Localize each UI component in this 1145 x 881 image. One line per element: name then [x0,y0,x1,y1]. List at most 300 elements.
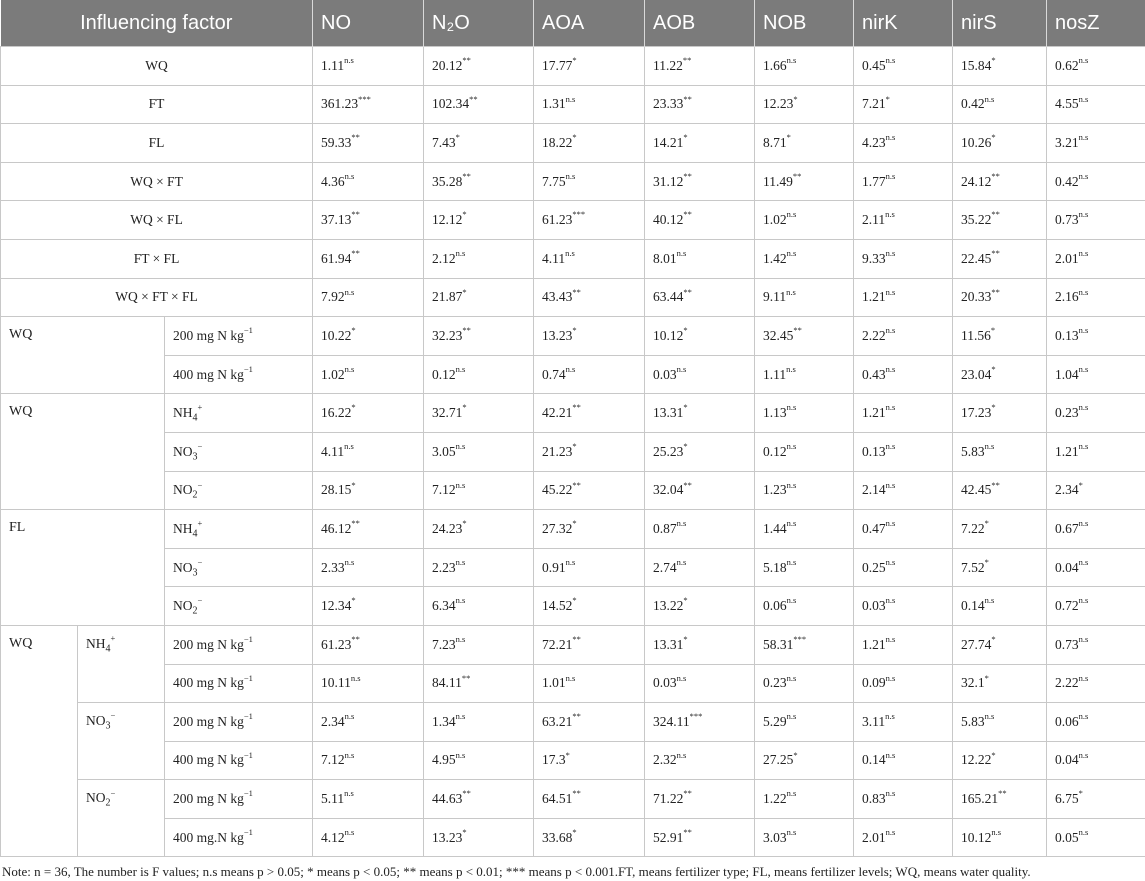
ion-subscript: 3 [192,451,198,463]
significance-mark: * [984,556,989,567]
significance-mark: * [351,402,356,413]
significance-mark: n.s [1078,132,1089,143]
table-row [1,471,1145,510]
value-cell: $0.45^{n.s}$ [854,47,953,86]
value-cell: $1.02^{n.s}$ [755,201,854,240]
value-cell: 31.12** [645,162,755,201]
value-cell: 23.33** [645,85,755,124]
significance-mark: * [991,749,996,760]
significance-mark: n.s [676,556,687,567]
significance-mark: n.s [1078,209,1089,220]
significance-mark: ** [683,788,692,799]
significance-mark: * [572,325,577,336]
significance-mark: ** [683,286,692,297]
significance-mark: n.s [455,248,466,258]
value-cell: 102.34** [424,85,534,124]
ion-subscript: 2 [105,797,111,809]
value-cell: $2.34^{n.s}$ [313,703,424,742]
value-cell: 13.31* [645,625,755,664]
value-cell: $2.23^{n.s}$ [424,548,534,587]
significance-mark: ** [351,633,360,644]
value-cell: $0.12^{n.s}$ [755,432,854,471]
significance-mark: ** [683,93,692,104]
significance-mark: n.s [786,826,797,837]
value-cell: 13.23* [424,818,534,857]
value-cell: $8.01^{n.s}$ [645,239,755,278]
ion-charge: − [197,479,203,490]
table-row [1,317,1145,356]
value-cell: 32.71* [424,394,534,433]
significance-mark: n.s [1078,440,1089,451]
value-cell: $0.04^{n.s}$ [1047,548,1145,587]
value-cell: $9.11^{n.s}$ [755,278,854,317]
value-cell: 27.74* [953,625,1047,664]
significance-mark: ** [351,518,360,529]
significance-mark: n.s [565,363,576,374]
value-cell: $1.22^{n.s}$ [755,780,854,819]
significance-mark: * [455,132,460,143]
significance-mark: * [462,209,467,220]
value-cell: 37.13** [313,201,424,240]
significance-mark: n.s [1078,93,1089,104]
significance-mark: ** [572,711,581,722]
value-cell: $0.43^{n.s}$ [854,355,953,394]
value-cell: $0.67^{n.s}$ [1047,510,1145,549]
value-cell: $0.91^{n.s}$ [534,548,645,587]
significance-mark: n.s [885,556,896,567]
significance-mark: * [683,633,688,644]
value-cell: 32.04** [645,471,755,510]
significance-mark: * [572,518,577,529]
significance-mark: n.s [786,286,796,297]
value-cell: $1.13^{n.s}$ [755,394,854,433]
value-cell: 44.63** [424,780,534,819]
significance-mark: n.s [565,170,576,181]
significance-mark: n.s [885,209,895,220]
significance-mark: n.s [885,518,896,529]
table-row [1,394,1145,433]
value-cell: $4.12^{n.s}$ [313,818,424,857]
significance-mark: n.s [786,479,797,490]
value-cell: $0.09^{n.s}$ [854,664,953,703]
significance-mark: ** [462,325,471,336]
significance-mark: * [572,595,577,606]
significance-mark: * [351,595,356,606]
value-cell: 63.21** [534,703,645,742]
significance-mark: n.s [885,248,896,258]
header-influencing-factor: Influencing factor [1,0,313,47]
ion-charge: − [197,556,203,567]
value-cell: $5.18^{n.s}$ [755,548,854,587]
value-cell: 12.22* [953,741,1047,780]
significance-mark: * [572,55,577,66]
value-cell: $0.83^{n.s}$ [854,780,953,819]
significance-mark: ** [572,633,581,644]
significance-mark: n.s [1078,633,1089,644]
significance-mark: ** [991,286,1000,297]
value-cell: $0.87^{n.s}$ [645,510,755,549]
value-cell: $1.66^{n.s}$ [755,47,854,86]
significance-mark: ** [998,788,1007,799]
value-cell: 17.77* [534,47,645,86]
significance-mark: n.s [885,788,896,799]
ion-subscript: 3 [192,567,198,579]
significance-mark: *** [572,209,586,220]
significance-mark: n.s [885,749,896,760]
ion-subscript: 4 [105,643,111,655]
unit-exponent: −1 [243,788,253,799]
significance-mark: n.s [786,209,797,220]
significance-mark: n.s [885,440,896,451]
significance-mark: *** [793,633,807,644]
significance-mark: n.s [991,826,1002,837]
header-nirk: nirK [854,0,953,47]
unit-exponent: −1 [243,672,253,683]
value-cell: $1.01^{n.s}$ [534,664,645,703]
value-cell: $1.21^{n.s}$ [854,278,953,317]
value-cell: 72.21** [534,625,645,664]
level-label: 400 mg.N $kg^{-1}$ [165,818,313,857]
group-label: WQ [1,394,165,510]
significance-mark: n.s [885,170,896,181]
value-cell: $5.11^{n.s}$ [313,780,424,819]
significance-mark: * [462,286,467,297]
ion-label: $NO_3^-$ [165,548,313,587]
value-cell: 42.45** [953,471,1047,510]
value-cell: $1.34^{n.s}$ [424,703,534,742]
value-cell: 61.94** [313,239,424,278]
value-cell: 20.33** [953,278,1047,317]
value-cell: $2.01^{n.s}$ [854,818,953,857]
value-cell: 59.33** [313,124,424,163]
significance-mark: *** [358,93,371,104]
significance-mark: ** [793,325,802,336]
significance-mark: * [683,402,688,413]
significance-mark: n.s [786,440,797,451]
value-cell: $7.75^{n.s}$ [534,162,645,201]
value-cell: $0.06^{n.s}$ [1047,703,1145,742]
value-cell: $2.74^{n.s}$ [645,548,755,587]
significance-mark: ** [572,479,581,490]
value-cell: 64.51** [534,780,645,819]
header-row [1,0,1145,47]
ion-label: $NO_2^-$ [78,780,165,857]
ion-label: $NO_3^-$ [78,703,165,780]
value-cell: 32.1* [953,664,1047,703]
table-row [1,47,1145,86]
significance-mark: * [991,55,996,66]
value-cell: 12.12* [424,201,534,240]
significance-mark: * [991,363,996,374]
significance-mark: n.s [344,556,355,567]
value-cell: 15.84* [953,47,1047,86]
factor-label: WQ × FT [1,162,313,201]
value-cell: 84.11** [424,664,534,703]
ion-label: $NO_2^-$ [165,587,313,626]
value-cell: $9.33^{n.s}$ [854,239,953,278]
value-cell: $0.23^{n.s}$ [1047,394,1145,433]
value-cell: $10.11^{n.s}$ [313,664,424,703]
value-cell: $7.12^{n.s}$ [424,471,534,510]
factor-label: FT [1,85,313,124]
value-cell: $0.42^{n.s}$ [1047,162,1145,201]
significance-mark: ** [351,209,360,220]
significance-mark: n.s [1078,518,1089,529]
significance-mark: n.s [676,363,687,374]
header-nirs: nirS [953,0,1047,47]
significance-mark: * [793,749,798,760]
value-cell: $0.06^{n.s}$ [755,587,854,626]
value-cell: 24.12** [953,162,1047,201]
significance-mark: n.s [786,518,797,529]
significance-mark: n.s [344,440,354,451]
value-cell: 6.75* [1047,780,1145,819]
value-cell: 21.87* [424,278,534,317]
ion-charge: + [197,518,203,529]
significance-mark: n.s [786,55,797,66]
value-cell: $1.11^{n.s}$ [313,47,424,86]
significance-mark: n.s [344,749,355,760]
significance-mark: * [683,440,688,451]
significance-mark: n.s [455,633,466,644]
significance-mark: ** [991,479,1000,490]
significance-mark: ** [682,55,692,66]
value-cell: $1.21^{n.s}$ [1047,432,1145,471]
value-cell: 25.23* [645,432,755,471]
value-cell: $0.04^{n.s}$ [1047,741,1145,780]
significance-mark: n.s [565,672,576,683]
significance-mark: n.s [885,633,896,644]
value-cell: $0.62^{n.s}$ [1047,47,1145,86]
significance-mark: * [462,402,467,413]
significance-mark: n.s [885,363,896,374]
ion-subscript: 4 [192,528,198,540]
significance-mark: n.s [885,711,895,722]
significance-mark: n.s [344,711,355,722]
significance-mark: ** [991,248,1000,258]
value-cell: $1.42^{n.s}$ [755,239,854,278]
value-cell: $0.03^{n.s}$ [854,587,953,626]
group-label: FL [1,510,165,626]
significance-mark: ** [683,479,692,490]
significance-mark: n.s [676,518,687,529]
value-cell: 58.31*** [755,625,854,664]
value-cell: $3.11^{n.s}$ [854,703,953,742]
value-cell: $2.14^{n.s}$ [854,471,953,510]
significance-mark: * [572,132,577,143]
ion-charge: − [197,595,203,606]
significance-mark: n.s [455,440,466,451]
significance-mark: n.s [676,749,687,760]
value-cell: $0.23^{n.s}$ [755,664,854,703]
significance-mark: n.s [565,93,576,104]
significance-mark: * [683,325,688,336]
value-cell: $2.11^{n.s}$ [854,201,953,240]
value-cell: 35.22** [953,201,1047,240]
value-cell: $4.55^{n.s}$ [1047,85,1145,124]
significance-mark: n.s [455,711,466,722]
significance-mark: * [572,826,577,837]
value-cell: $2.32^{n.s}$ [645,741,755,780]
ion-charge: + [197,402,203,413]
value-cell: 71.22** [645,780,755,819]
significance-mark: ** [572,788,581,799]
significance-mark: * [462,826,467,837]
value-cell: 27.25* [755,741,854,780]
significance-mark: n.s [786,595,797,606]
significance-mark: * [991,402,996,413]
table-row [1,548,1145,587]
significance-mark: ** [462,170,471,181]
value-cell: $2.16^{n.s}$ [1047,278,1145,317]
table-row [1,432,1145,471]
value-cell: $2.22^{n.s}$ [1047,664,1145,703]
unit-exponent: −1 [243,826,253,837]
factor-label: FL [1,124,313,163]
significance-mark: n.s [885,595,896,606]
significance-mark: n.s [350,672,361,683]
value-cell: 165.21** [953,780,1047,819]
ion-label: $NO_2^-$ [165,471,313,510]
value-cell: $0.25^{n.s}$ [854,548,953,587]
significance-mark: n.s [984,711,995,722]
value-cell: 7.21* [854,85,953,124]
value-cell: $6.34^{n.s}$ [424,587,534,626]
significance-mark: * [351,325,356,336]
value-cell: 21.23* [534,432,645,471]
value-cell: $0.13^{n.s}$ [854,432,953,471]
significance-mark: *** [689,711,703,722]
significance-mark: n.s [344,170,355,181]
significance-mark: n.s [984,440,995,451]
table-row [1,85,1145,124]
significance-mark: ** [462,788,471,799]
level-label: 200 mg N $kg^{-1}$ [165,625,313,664]
significance-mark: ** [469,93,478,104]
significance-mark: n.s [1078,363,1089,374]
significance-mark: ** [792,170,802,181]
significance-mark: ** [683,209,692,220]
ion-charge: + [110,633,116,644]
significance-mark: n.s [344,363,355,374]
significance-mark: n.s [344,788,354,799]
significance-mark: n.s [1078,286,1089,297]
significance-mark: n.s [565,248,575,258]
ion-label: $NO_3^-$ [165,432,313,471]
value-cell: 10.12* [645,317,755,356]
value-cell: 17.23* [953,394,1047,433]
significance-mark: ** [572,402,581,413]
table-row [1,741,1145,780]
value-cell: 32.23** [424,317,534,356]
value-cell: $0.73^{n.s}$ [1047,625,1145,664]
significance-mark: n.s [455,479,466,490]
table-row [1,162,1145,201]
significance-mark: * [991,132,996,143]
table-row [1,278,1145,317]
header-no: NO [313,0,424,47]
value-cell: 324.11*** [645,703,755,742]
value-cell: 23.04* [953,355,1047,394]
value-cell: $0.05^{n.s}$ [1047,818,1145,857]
significance-mark: n.s [1078,672,1089,683]
factor-label: FT × FL [1,239,313,278]
significance-mark: n.s [885,325,896,336]
value-cell: $1.77^{n.s}$ [854,162,953,201]
level-label: 400 mg N $kg^{-1}$ [165,355,313,394]
ion-subscript: 3 [105,720,111,732]
table-row [1,625,1145,664]
significance-mark: * [683,132,688,143]
significance-mark: n.s [1078,711,1089,722]
value-cell: $2.01^{n.s}$ [1047,239,1145,278]
value-cell: 2.34* [1047,471,1145,510]
value-cell: $0.03^{n.s}$ [645,664,755,703]
significance-mark: n.s [885,479,896,490]
value-cell: 13.22* [645,587,755,626]
ion-label: $NH_4^+$ [165,510,313,549]
significance-mark: n.s [885,672,896,683]
level-label: 200 mg N $kg^{-1}$ [165,317,313,356]
significance-mark: n.s [984,595,995,606]
significance-mark: ** [351,248,360,258]
header-nosz: nosZ [1047,0,1145,47]
value-cell: $7.23^{n.s}$ [424,625,534,664]
value-cell: $5.29^{n.s}$ [755,703,854,742]
significance-mark: n.s [344,55,354,66]
value-cell: $2.33^{n.s}$ [313,548,424,587]
factor-label: WQ × FL [1,201,313,240]
significance-mark: n.s [1078,55,1089,66]
value-cell: 14.52* [534,587,645,626]
value-cell: $0.13^{n.s}$ [1047,317,1145,356]
value-cell: $3.03^{n.s}$ [755,818,854,857]
value-cell: 8.71* [755,124,854,163]
significance-mark: n.s [1078,826,1089,837]
value-cell: $3.21^{n.s}$ [1047,124,1145,163]
table-row [1,124,1145,163]
significance-mark: n.s [786,711,797,722]
significance-mark: n.s [885,132,896,143]
table-row [1,355,1145,394]
value-cell: 42.21** [534,394,645,433]
value-cell: 46.12** [313,510,424,549]
value-cell: $5.83^{n.s}$ [953,703,1047,742]
significance-mark: * [462,518,467,529]
value-cell: $1.31^{n.s}$ [534,85,645,124]
significance-mark: * [990,325,996,336]
significance-mark: * [793,93,798,104]
significance-mark: * [351,479,356,490]
ion-subscript: 2 [192,605,198,617]
value-cell: 61.23** [313,625,424,664]
value-cell: $1.11^{n.s}$ [755,355,854,394]
unit-exponent: −1 [243,749,253,760]
value-cell: $0.12^{n.s}$ [424,355,534,394]
significance-mark: n.s [1078,325,1089,336]
significance-mark: n.s [565,556,576,567]
level-label: 400 mg N $kg^{-1}$ [165,741,313,780]
significance-mark: n.s [455,363,466,374]
significance-mark: * [1078,788,1083,799]
value-cell: $10.12^{n.s}$ [953,818,1047,857]
unit-exponent: −1 [243,363,253,374]
significance-mark: n.s [786,248,797,258]
value-cell: $4.11^{n.s}$ [534,239,645,278]
value-cell: 27.32* [534,510,645,549]
header-n2o: N₂O [424,0,534,47]
factor-label: WQ [1,47,313,86]
